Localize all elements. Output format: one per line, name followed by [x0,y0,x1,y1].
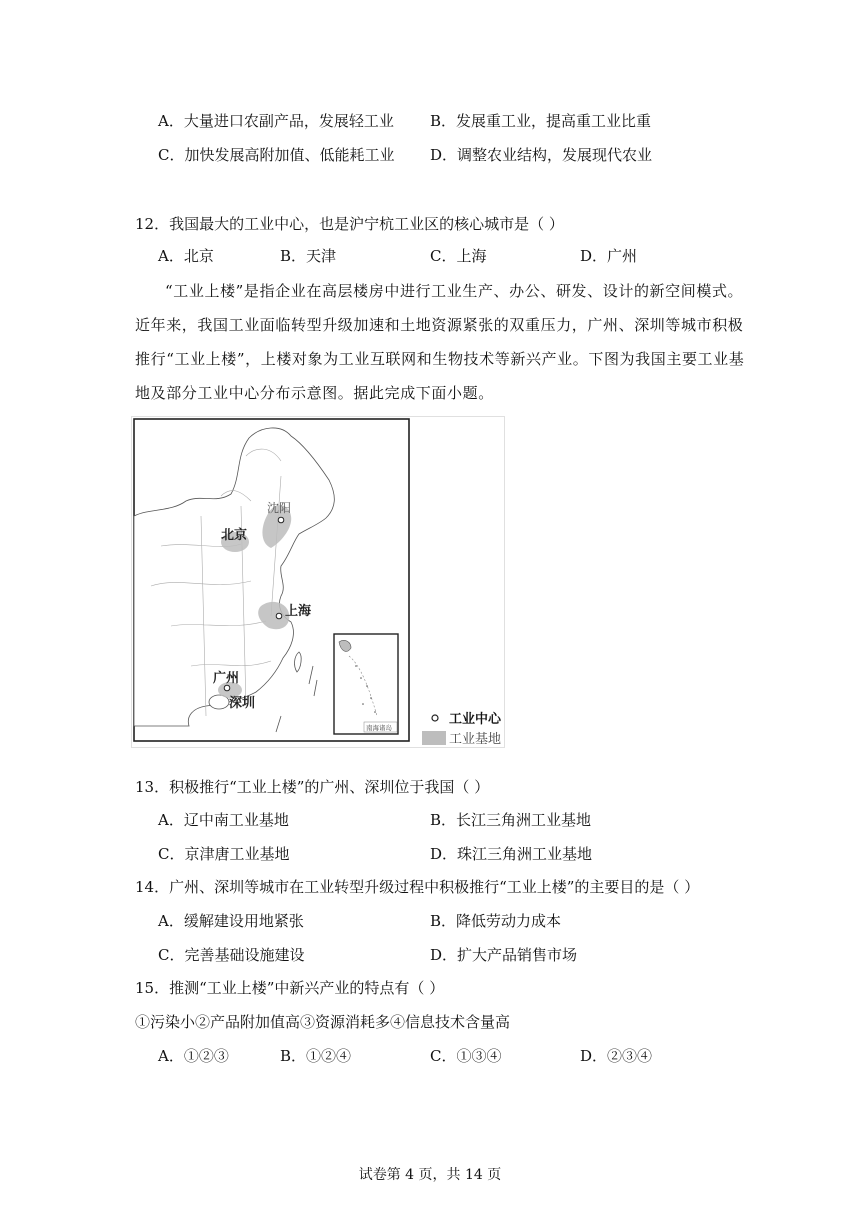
shanghai-marker [276,613,282,619]
q13-stem: 13．积极推行“工业上楼”的广州、深圳位于我国（ ） [135,778,490,796]
city-label-shenyang: 沈阳 [267,501,292,515]
shenyang-marker [278,517,284,523]
legend-center-icon [432,715,438,721]
q12-option-b: B．天津 [280,247,337,265]
q14-option-c: C．完善基础设施建设 [158,946,305,964]
q15-option-a: A．①②③ [158,1047,229,1065]
q12-option-a: A．北京 [158,247,214,265]
q14-option-b: B．降低劳动力成本 [430,912,562,930]
industrial-base-map [131,416,505,748]
q14-option-d: D．扩大产品销售市场 [430,946,578,964]
q12-stem: 12．我国最大的工业中心，也是沪宁杭工业区的核心城市是（ ） [135,215,564,233]
q13-option-b: B．长江三角洲工业基地 [430,811,592,829]
q15-items: ①污染小②产品附加值高③资源消耗多④信息技术含量高 [135,1013,511,1031]
q15-option-c: C．①③④ [430,1047,502,1065]
q14-stem: 14．广州、深圳等城市在工业转型升级过程中积极推行“工业上楼”的主要目的是（ ） [135,878,700,896]
inset-label: 南海诸岛 [366,724,392,732]
q13-option-a: A．辽中南工业基地 [158,811,289,829]
q15-option-b: B．①②④ [280,1047,352,1065]
q11-option-b: B．发展重工业，提高重工业比重 [430,112,652,130]
q11-option-c: C．加快发展高附加值、低能耗工业 [158,146,395,164]
q14-option-a: A．缓解建设用地紧张 [158,912,304,930]
guangzhou-marker [224,685,230,691]
q12-option-c: C．上海 [430,247,487,265]
city-label-beijing: 北京 [221,528,248,543]
q13-option-d: D．珠江三角洲工业基地 [430,845,593,863]
page-footer: 试卷第 4 页，共 14 页 [358,1167,502,1183]
city-label-shenzhen: 深圳 [229,696,256,711]
q15-option-d: D．②③④ [580,1047,653,1065]
legend-center-label: 工业中心 [449,712,502,727]
q11-option-a: A．大量进口农副产品，发展轻工业 [158,112,394,130]
city-label-shanghai: 上海 [285,604,312,619]
q11-option-d: D．调整农业结构，发展现代农业 [430,146,653,164]
q12-option-d: D．广州 [580,247,638,265]
q15-stem: 15．推测“工业上楼”中新兴产业的特点有（ ） [135,979,445,997]
legend-base-swatch [422,731,446,745]
q13-option-c: C．京津唐工业基地 [158,845,290,863]
legend-base-label: 工业基地 [449,732,502,747]
city-label-guangzhou: 广州 [213,671,240,686]
reading-passage: “工业上楼”是指企业在高层楼房中进行工业生产、办公、研发、设计的新空间模式。近年来，我国工业面临转型升级加速和土地资源紧张的双重压力，广州、深圳等城市积极推行“工业上楼”，上楼对象为工业互联网和生物技术等新兴产业。下图为我国主要工业基地及部分工业中心分布示意图。据此完成下面小题。 [135,282,745,402]
